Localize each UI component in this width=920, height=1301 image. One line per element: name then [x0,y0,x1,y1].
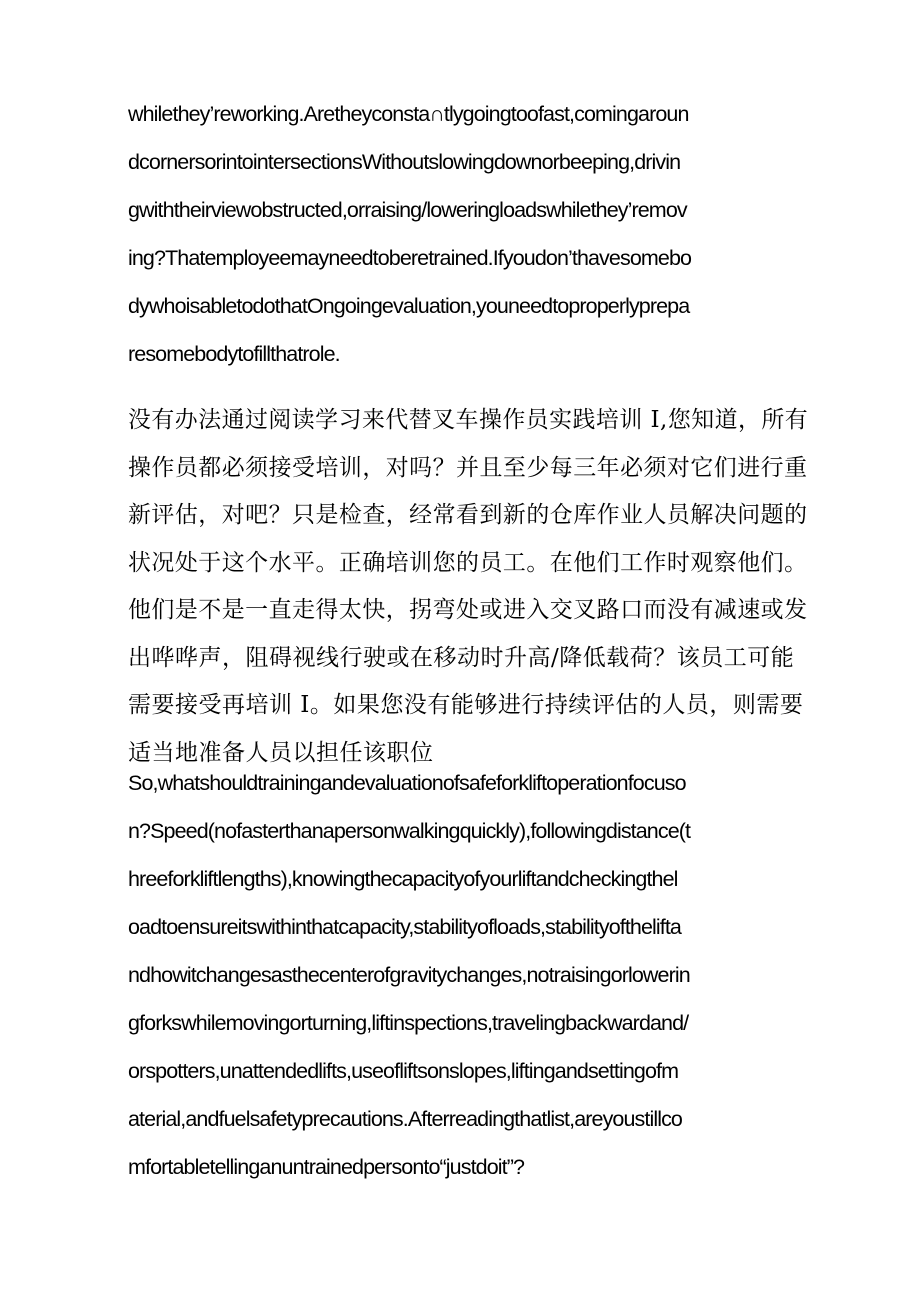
text-line: 出哗哗声，阻碍视线行驶或在移动时升高/降低载荷？该员工可能 [128,644,795,671]
text-line: 没有办法通过阅读学习来代替叉车操作员实践培训 I,您知道，所有 [128,407,809,433]
text-line: dcornersorintointersectionsWithoutslowingdownorbeeping,drivin [128,150,681,174]
text-line: dywhoisabletodothatOngoingevaluation,youneedtoproperlyprepa [128,294,690,318]
text-line: oadtoensureitswithinthatcapacity,stabilityofloads,stabilityofthelifta [128,915,681,939]
text-line: resomebodytofillthatrole. [128,342,340,366]
text-line: 操作员都必须接受培训，对吗？并且至少每三年必须对它们进行重 [128,454,808,481]
text-line: n?Speed(nofasterthanapersonwalkingquickly),followingdistance(t [128,819,691,843]
text-line: 新评估，对吧？只是检查，经常看到新的仓库作业人员解决问题的 [128,502,808,528]
text-line: ndhowitchangesasthecenterofgravitychanges,notraisingorlowerin [128,963,690,987]
english-paragraph-2 [128,759,808,1191]
text-line: 需要接受再培训 I。如果您没有能够进行持续评估的人员，则需要 [128,692,804,718]
text-line: whilethey’reworking.Aretheyconsta∩tlygoingtoofast,comingaroun [128,102,689,126]
text-line: gforkswhilemovingorturning,liftinspections,travelingbackwardand/ [128,1011,689,1035]
text-line: hreeforkliftlengths),knowingthecapacityofyourliftandcheckingthel [128,867,678,891]
text-line: So,whatshouldtrainingandevaluationofsafeforkliftoperationfocuso [128,771,686,795]
text-line: aterial,andfuelsafetyprecautions.Afterreadingthatlist,areyoustillco [128,1107,682,1131]
text-line: orspotters,unattendedlifts,useofliftsonslopes,liftingandsettingofm [128,1059,679,1083]
text-line: 他们是不是一直走得太快，拐弯处或进入交叉路口而没有减速或发 [128,597,808,623]
text-line: ing?Thatemployeemayneedtoberetrained.Ifyoudon’thavesomebo [128,246,692,270]
text-line: 状况处于这个水平。正确培训您的员工。在他们工作时观察他们。 [128,549,808,576]
chinese-paragraph [128,397,808,777]
english-paragraph-1 [128,90,808,378]
text-line: 适当地准备人员以担任该职位 [128,739,434,766]
text-line: mfortabletellinganuntrainedpersonto“justdoit”? [128,1155,525,1179]
text-line: gwiththeirviewobstructed,orraising/loweringloadswhilethey’remov [128,198,687,222]
